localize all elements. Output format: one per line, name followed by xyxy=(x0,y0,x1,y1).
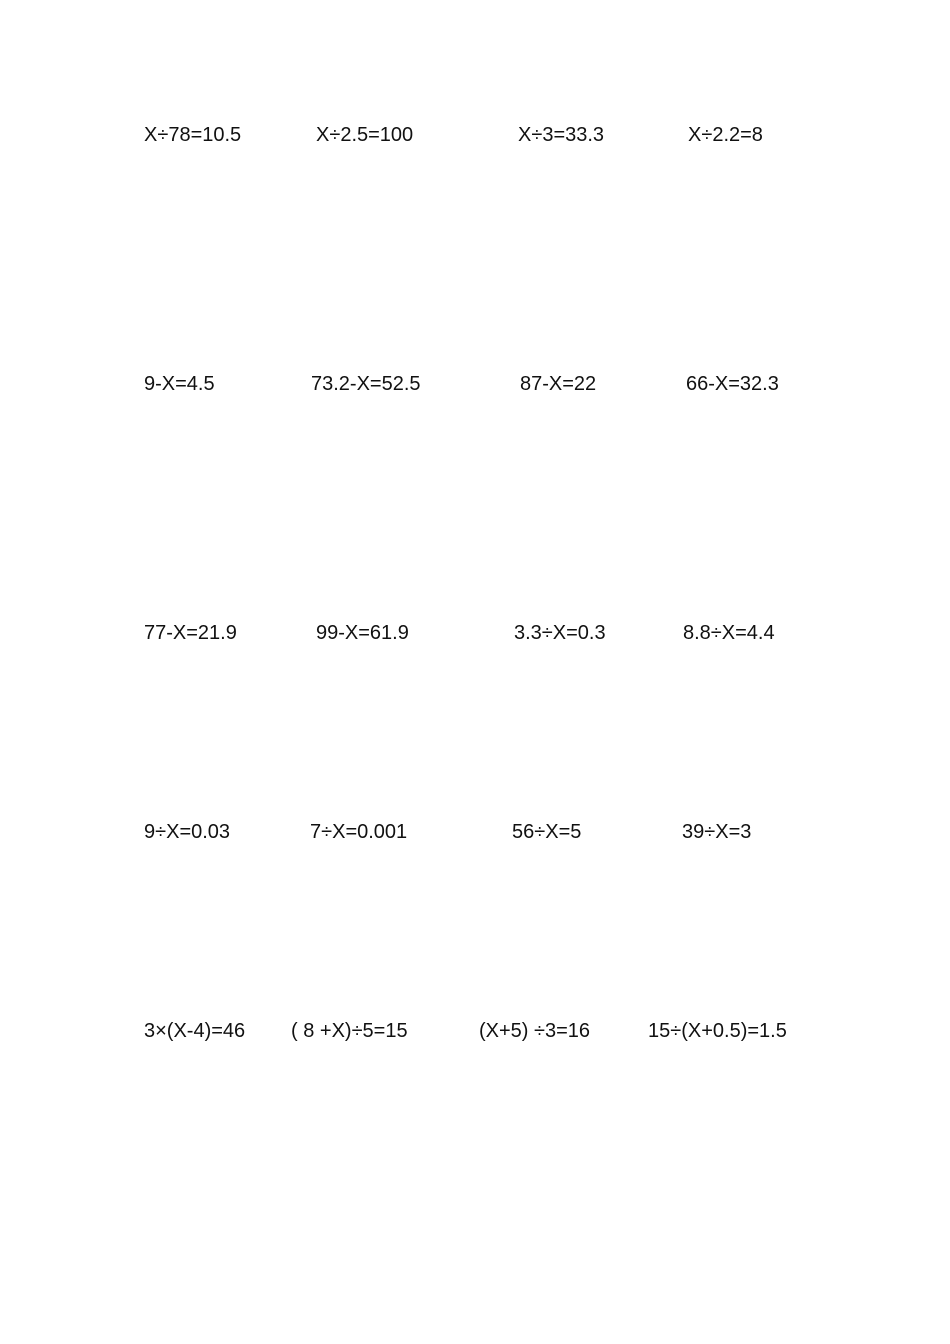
equation-r1-c4: X÷2.2=8 xyxy=(688,124,763,146)
equation-r2-c4: 66-X=32.3 xyxy=(686,373,779,395)
equation-r3-c4: 8.8÷X=4.4 xyxy=(683,622,775,644)
equation-r5-c2: ( 8 +X)÷5=15 xyxy=(291,1020,408,1042)
equation-r2-c2: 73.2-X=52.5 xyxy=(311,373,421,395)
equation-r5-c3: (X+5) ÷3=16 xyxy=(479,1020,591,1042)
equation-r5-c4: 15÷(X+0.5)=1.5 xyxy=(648,1020,787,1042)
equation-r1-c3: X÷3=33.3 xyxy=(518,124,605,146)
equation-r4-c4: 39÷X=3 xyxy=(682,821,752,843)
equation-r1-c1: X÷78=10.5 xyxy=(144,124,242,146)
equation-r4-c2: 7÷X=0.001 xyxy=(310,821,408,843)
equation-r3-c2: 99-X=61.9 xyxy=(316,622,409,644)
equation-r5-c1: 3×(X-4)=46 xyxy=(144,1020,246,1042)
equation-r2-c3: 87-X=22 xyxy=(520,373,597,395)
equation-r1-c2: X÷2.5=100 xyxy=(316,124,414,146)
equation-r4-c1: 9÷X=0.03 xyxy=(144,821,231,843)
equation-r4-c3: 56÷X=5 xyxy=(512,821,582,843)
equation-r2-c1: 9-X=4.5 xyxy=(144,373,215,395)
equation-r3-c1: 77-X=21.9 xyxy=(144,622,237,644)
equation-r3-c3: 3.3÷X=0.3 xyxy=(514,622,606,644)
